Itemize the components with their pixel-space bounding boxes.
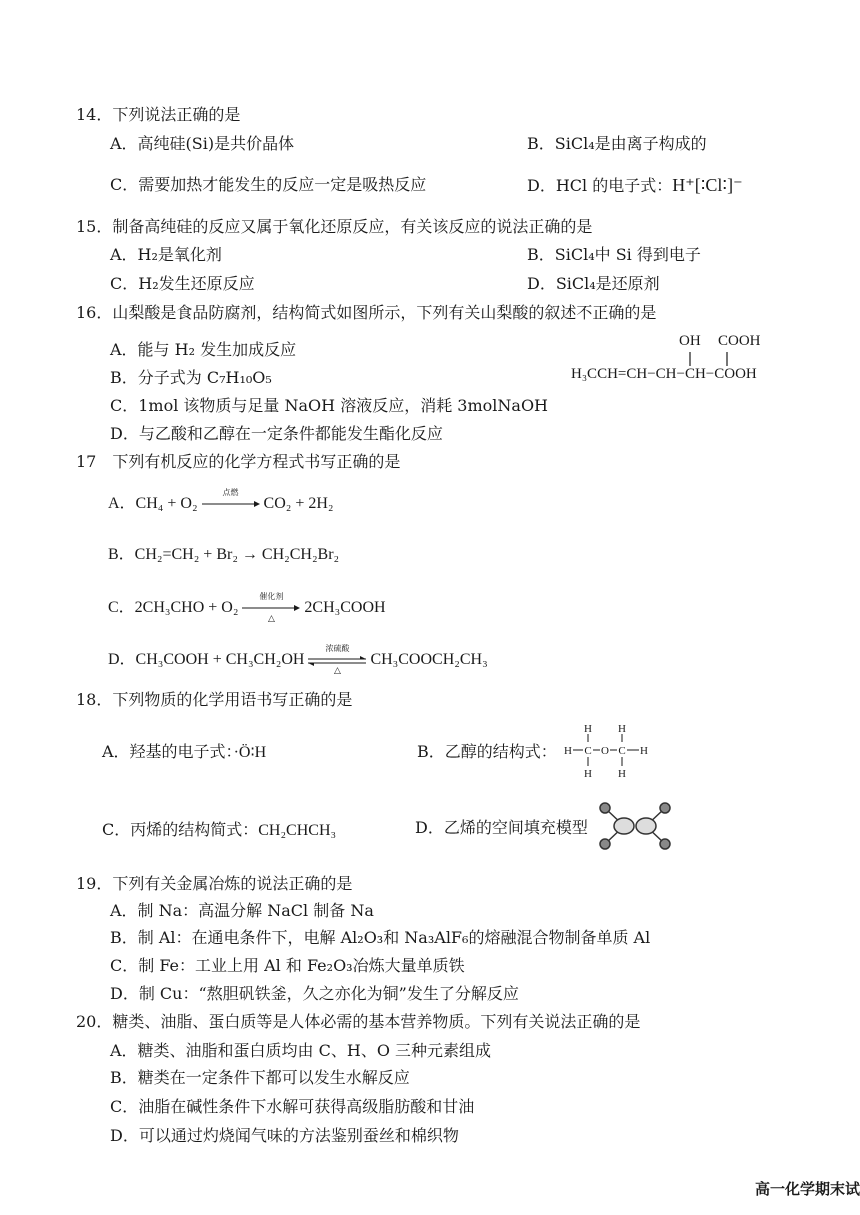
propene-formula: CH₂CHCH₃ — [258, 822, 337, 839]
struct-oh-label: OH — [679, 333, 701, 349]
q16-option-d: D．与乙酸和乙醇在一定条件都能发生酯化反应 — [110, 424, 443, 443]
hydroxyl-electron-formula: ·Ö∶H — [233, 744, 267, 761]
q16-option-c: C．1mol 该物质与足量 NaOH 溶液反应，消耗 3molNaOH — [110, 396, 549, 415]
q18-option-b: B．乙醇的结构式： — [417, 742, 557, 761]
q19-stem: 19．下列有关金属冶炼的说法正确的是 — [76, 874, 353, 893]
q17-c-heat: △ — [267, 613, 275, 624]
q18-stem: 18．下列物质的化学用语书写正确的是 — [76, 690, 353, 709]
q20-option-d: D．可以通过灼烧闻气味的方法鉴别蚕丝和棉织物 — [110, 1126, 459, 1145]
svg-text:O: O — [601, 745, 609, 757]
q17-a-products: CO₂ + 2H₂ — [263, 495, 334, 512]
svg-text:H: H — [584, 723, 592, 735]
q18-option-c — [102, 820, 336, 841]
q19-option-b: B．制 Al：在通电条件下，电解 Al₂O₃和 Na₃AlF₆的熔融混合物制备单质 Al — [110, 928, 651, 947]
q17-a-reactants: A．CH₄ + O₂ — [108, 495, 198, 512]
q17-d-reactants: D．CH₃COOH + CH₃CH₂OH — [108, 651, 305, 668]
q17-d-products: CH₃COOCH₂CH₃ — [370, 651, 488, 668]
q14-option-b: B．SiCl₄是由离子构成的 — [527, 134, 707, 153]
svg-text:H: H — [640, 745, 648, 757]
q16-option-b: B．分子式为 C₇H₁₀O₅ — [110, 368, 272, 387]
q19-option-d: D．制 Cu：“熬胆矾铁釜，久之亦化为铜”发生了分解反应 — [110, 984, 519, 1003]
q15-stem: 15．制备高纯硅的反应又属于氧化还原反应，有关该反应的说法正确的是 — [76, 217, 593, 236]
q18-option-a — [102, 742, 266, 763]
q14-stem: 14．下列说法正确的是 — [76, 105, 241, 124]
svg-text:H: H — [564, 745, 572, 757]
q15-option-d: D．SiCl₄是还原剂 — [527, 274, 660, 293]
ethanol-structural-formula — [562, 722, 658, 782]
q20-option-c: C．油脂在碱性条件下水解可获得高级脂肪酸和甘油 — [110, 1097, 475, 1116]
struct-main-chain: H₃CCH=CH−CH−CH−COOH — [571, 366, 757, 382]
ethylene-space-filling-model — [594, 800, 676, 852]
q14-option-a: A．高纯硅(Si)是共价晶体 — [110, 134, 295, 153]
q17-stem: 17 下列有机反应的化学方程式书写正确的是 — [76, 452, 401, 471]
q20-stem: 20．糖类、油脂、蛋白质等是人体必需的基本营养物质。下列有关说法正确的是 — [76, 1012, 641, 1031]
q19-option-a: A．制 Na：高温分解 NaCl 制备 Na — [110, 901, 374, 920]
q20-option-b: B．糖类在一定条件下都可以发生水解反应 — [110, 1068, 410, 1087]
page-footer: 高一化学期末试 — [754, 1180, 860, 1198]
q17-a-condition: 点燃 — [222, 488, 239, 498]
q17-option-c — [108, 592, 386, 624]
q17-d-arrow — [308, 644, 366, 676]
q18-c-label: C．丙烯的结构简式： — [102, 820, 259, 839]
svg-text:C: C — [584, 745, 592, 757]
q18-a-label: A．羟基的电子式： — [102, 742, 234, 761]
q15-option-c: C．H₂发生还原反应 — [110, 274, 255, 293]
q17-d-heat: △ — [333, 665, 341, 676]
q17-c-arrow — [242, 592, 300, 624]
hcl-electron-formula: H⁺[∶Cl∶]⁻ — [672, 175, 743, 195]
q17-a-arrow — [202, 488, 260, 511]
q17-option-d — [108, 644, 488, 676]
q17-c-condition: 催化剂 — [259, 592, 284, 602]
q14-option-d-label: D．HCl 的电子式： — [527, 176, 673, 195]
q15-option-b: B．SiCl₄中 Si 得到电子 — [527, 245, 701, 264]
svg-text:H: H — [618, 723, 626, 735]
q14-option-d — [527, 175, 743, 196]
q14-option-c: C．需要加热才能发生的反应一定是吸热反应 — [110, 175, 427, 194]
q18-option-d: D．乙烯的空间填充模型 — [415, 818, 588, 837]
q17-option-b: B．CH₂=CH₂ + Br₂ → CH₂CH₂Br₂ — [108, 546, 340, 563]
q20-option-a: A．糖类、油脂和蛋白质均由 C、H、O 三种元素组成 — [110, 1041, 492, 1060]
q17-option-a — [108, 488, 334, 514]
q17-c-reactants: C．2CH₃CHO + O₂ — [108, 599, 239, 616]
q17-c-products: 2CH₃COOH — [304, 599, 386, 616]
svg-text:C: C — [618, 745, 626, 757]
struct-cooh-label: COOH — [718, 333, 761, 349]
q16-stem: 16．山梨酸是食品防腐剂，结构简式如图所示，下列有关山梨酸的叙述不正确的是 — [76, 303, 657, 322]
q15-option-a: A．H₂是氧化剂 — [110, 245, 222, 264]
q17-d-condition: 浓硫酸 — [325, 644, 350, 654]
svg-text:H: H — [584, 768, 592, 780]
q16-option-a: A．能与 H₂ 发生加成反应 — [110, 340, 297, 359]
svg-text:H: H — [618, 768, 626, 780]
q19-option-c: C．制 Fe：工业上用 Al 和 Fe₂O₃冶炼大量单质铁 — [110, 956, 465, 975]
